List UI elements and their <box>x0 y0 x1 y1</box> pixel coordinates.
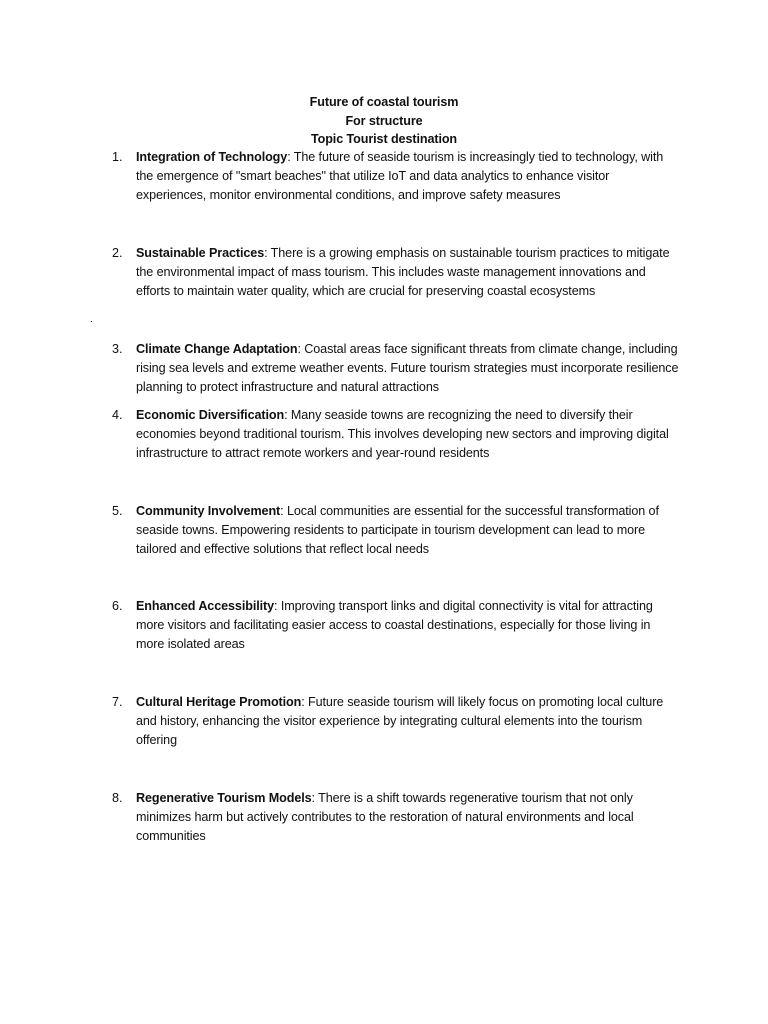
list-item-number: 2. <box>112 246 123 260</box>
list-item-body: : Improving transport links and digital connectivity is vital for attracting more visitors and facilitating easier access to coastal destinations, especially for those living in more isolated areas <box>136 599 653 651</box>
list-item-text <box>136 693 681 750</box>
document-headings <box>0 93 768 149</box>
list-item-text <box>136 597 681 654</box>
list-item-number: 4. <box>112 408 123 422</box>
list-item-number: 1. <box>112 150 123 164</box>
list-item-text <box>136 340 681 397</box>
list-item-body: : The future of seaside tourism is increasingly tied to technology, with the emergence of "smart beaches" that utilize IoT and data analytics to enhance visitor experiences, monitor environmental conditions, and improve safety measures <box>136 150 664 202</box>
list-item-body: : Local communities are essential for the successful transformation of seaside towns. Empowering residents to participate in tourism development can lead to more tailored and effective solutions that reflect local needs <box>136 504 659 556</box>
list-item-title: Climate Change Adaptation <box>136 342 298 356</box>
list-item-text <box>136 406 681 463</box>
document-topic: Topic Tourist destination <box>310 132 458 147</box>
list-item-number: 8. <box>112 791 123 805</box>
list-item-text <box>136 502 681 559</box>
document-title: Future of coastal tourism <box>309 95 459 109</box>
list-item-title: Sustainable Practices <box>136 246 265 260</box>
list-item-number: 6. <box>112 599 123 613</box>
list-item-text <box>136 148 681 205</box>
list-item-title: Economic Diversification <box>136 408 285 422</box>
list-item-number: 3. <box>112 342 123 356</box>
list-item-body: : There is a shift towards regenerative tourism that not only minimizes harm but actively contributes to the restoration of natural environments and local communities <box>136 791 634 843</box>
list-item-text <box>136 789 681 846</box>
list-item-body: : Coastal areas face significant threats from climate change, including rising sea levels and extreme weather events. Future tourism strategies must incorporate resilience planning to protect infrastructure and natural attractions <box>136 342 679 394</box>
list-item-body: : Many seaside towns are recognizing the need to diversify their economies beyond traditional tourism. This involves developing new sectors and improving digital infrastructure to attract remote workers and year-round residents <box>136 408 669 460</box>
list-item-title: Enhanced Accessibility <box>136 599 275 613</box>
list-item-title: Integration of Technology <box>136 150 288 164</box>
list-item-title: Community Involvement <box>136 504 281 518</box>
stray-mark: . <box>90 314 93 325</box>
list-item-title: Regenerative Tourism Models <box>136 791 312 805</box>
list-item-number: 5. <box>112 504 123 518</box>
document-subtitle: For structure <box>345 113 423 128</box>
list-item-number: 7. <box>112 695 123 709</box>
list-item-body: : There is a growing emphasis on sustainable tourism practices to mitigate the environmental impact of mass tourism. This includes waste management innovations and efforts to maintain water quality, which are crucial for preserving coastal ecosystems <box>136 246 670 298</box>
list-item-text <box>136 244 681 301</box>
list-item-body: : Future seaside tourism will likely focus on promoting local culture and history, enhancing the visitor experience by integrating cultural elements into the tourism offering <box>136 695 664 747</box>
list-item-title: Cultural Heritage Promotion <box>136 695 302 709</box>
